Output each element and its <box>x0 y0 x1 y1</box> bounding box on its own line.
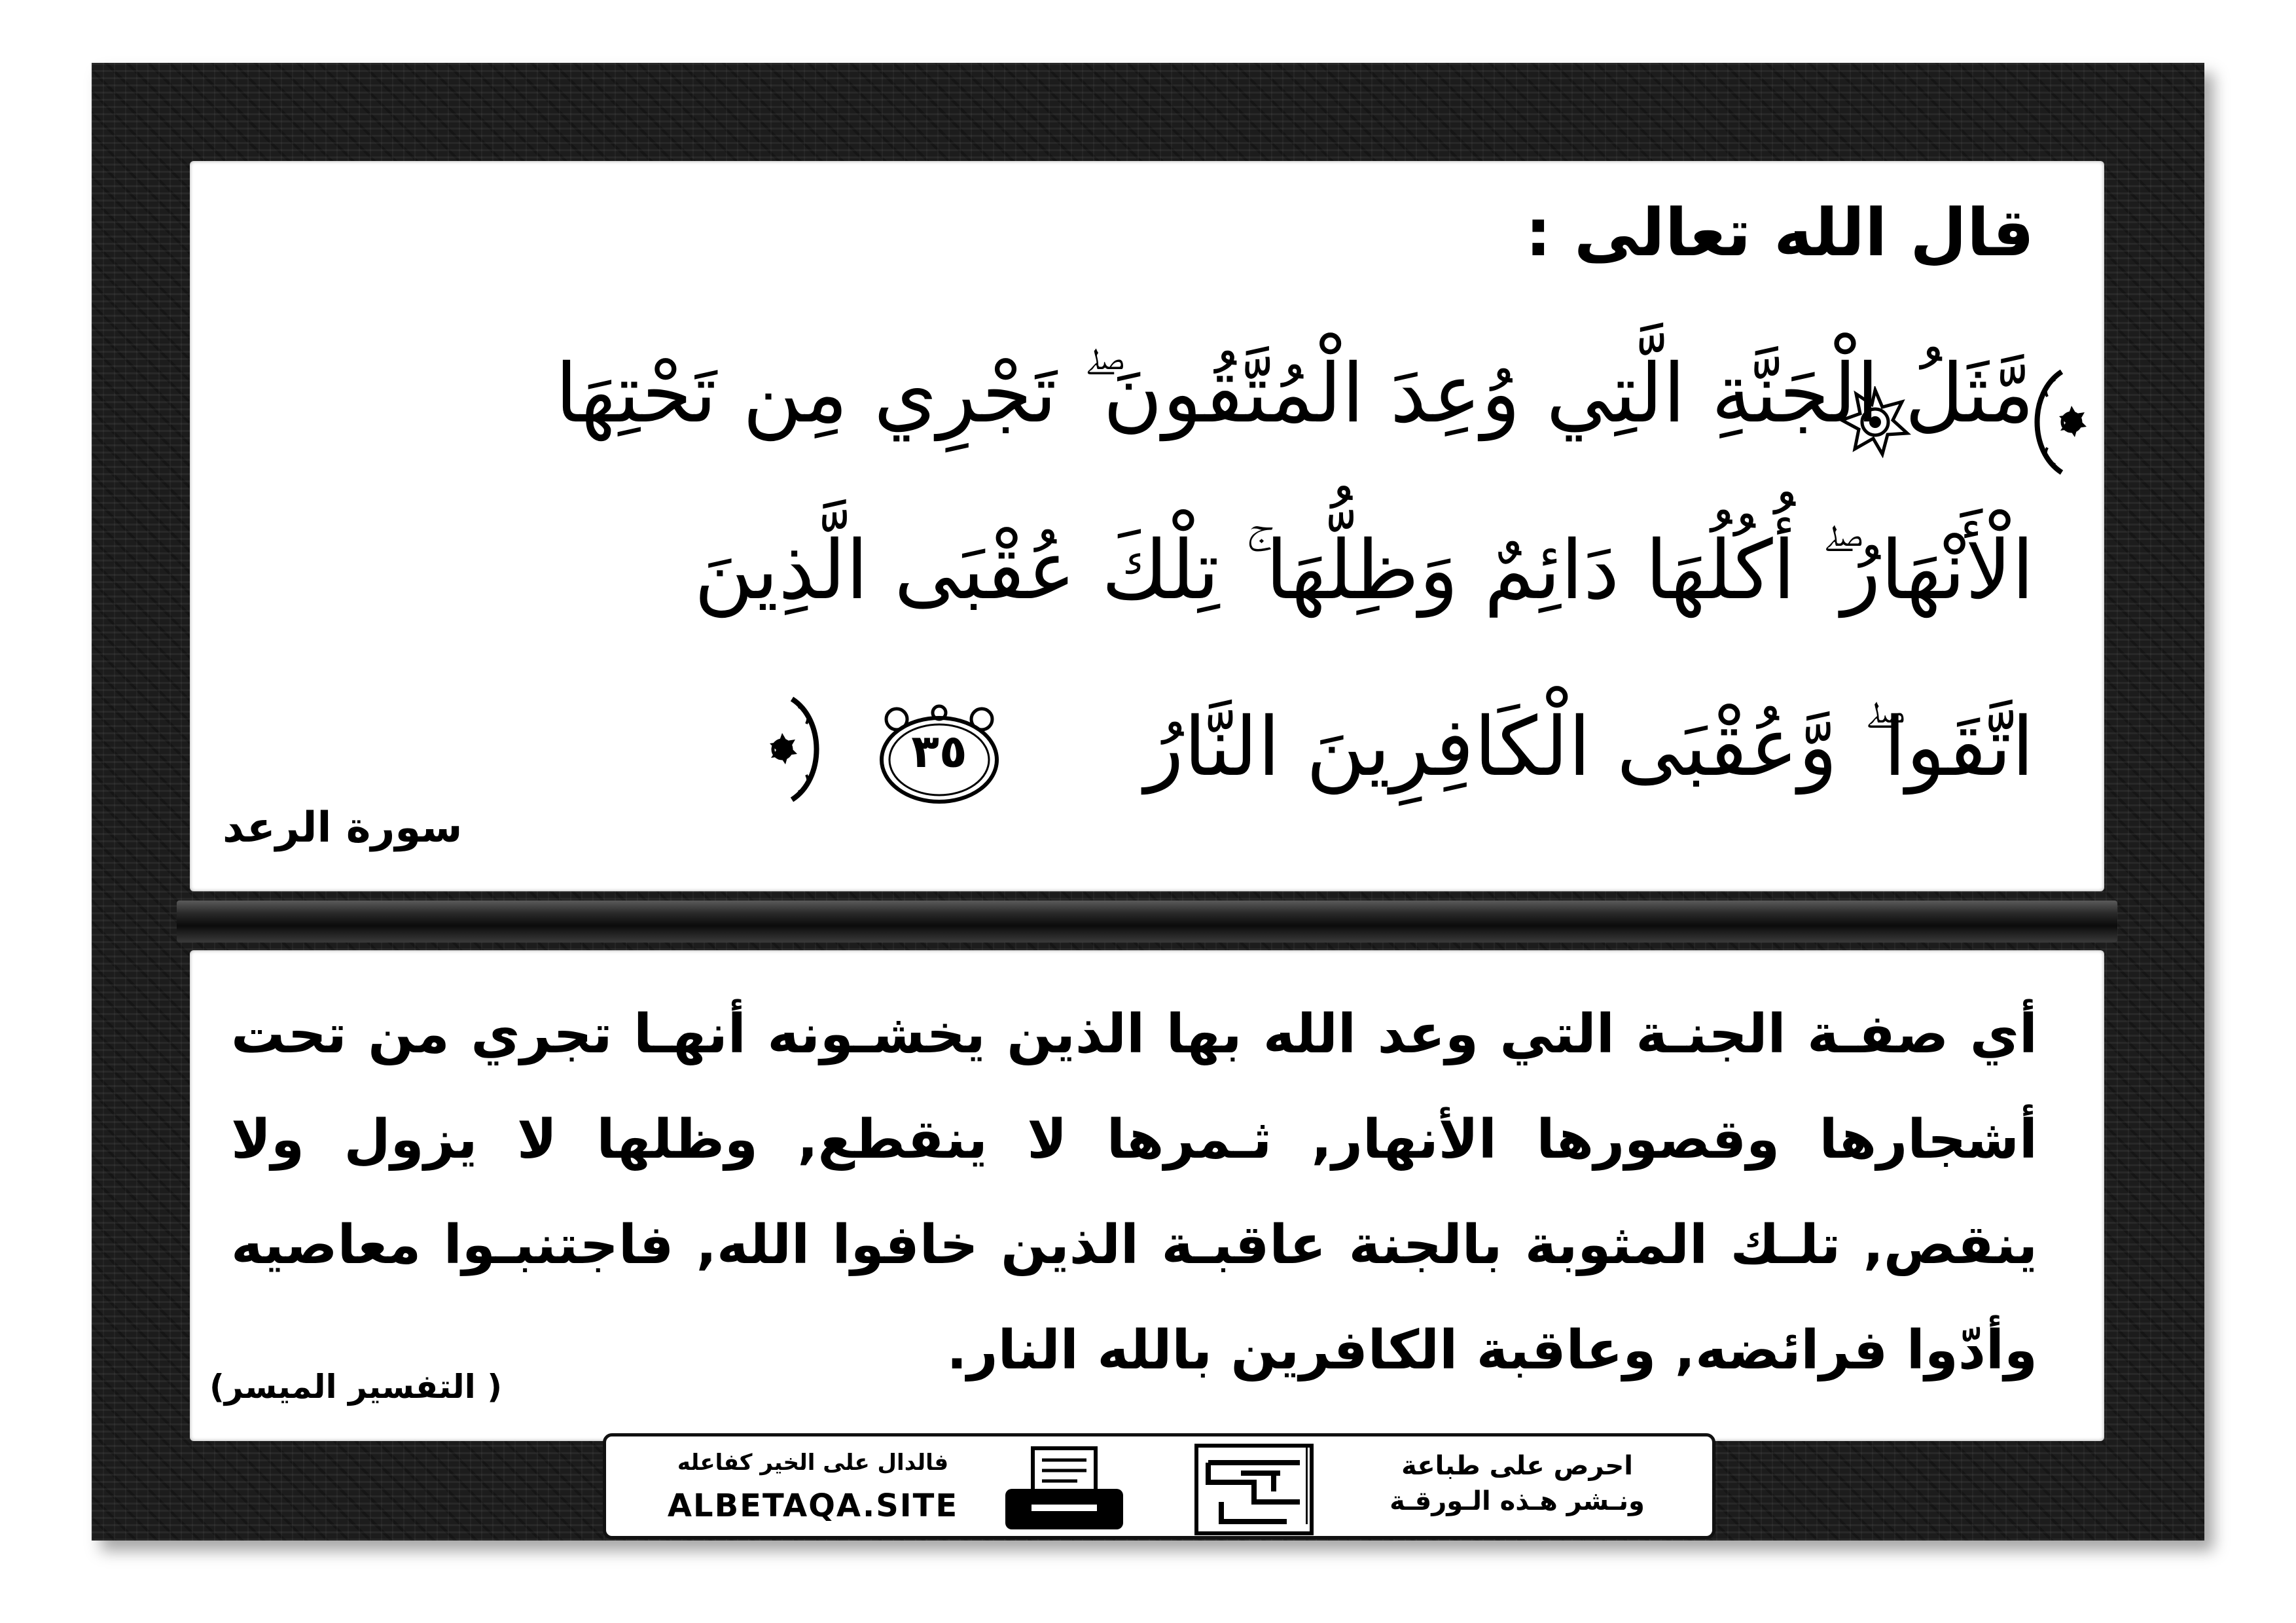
print-request-box <box>1306 1447 1700 1524</box>
verse-line-1: مَّثَلُ الْجَنَّةِ الَّتِي وُعِدَ الْمُتَّقُونَ ۖ تَجْرِي مِن تَحْتِهَا <box>555 347 2034 441</box>
intro-heading: قال الله تعالى : <box>1525 194 2034 271</box>
footer-banner <box>603 1433 1715 1539</box>
ayah-number-marker <box>870 704 1008 808</box>
verse-line-2: الْأَنْهَارُ ۖ أُكُلُهَا دَائِمٌ وَظِلُّهَا ۚ تِلْكَ عُقْبَى الَّذِينَ <box>694 524 2034 618</box>
footer-saying: فالدال على الخير كفاعله <box>677 1450 949 1476</box>
ayah-number: ٣٥ <box>911 724 967 778</box>
tafsir-source: ( التفسير الميسر) <box>209 1368 503 1406</box>
panel-divider <box>177 901 2117 942</box>
verse-closing-bracket-ornament-icon <box>753 694 838 805</box>
surah-name: سورة الرعد <box>223 804 463 852</box>
printer-icon <box>999 1444 1130 1536</box>
dawah-paper-logo-icon <box>1182 1436 1326 1543</box>
print-request-line-2: ونـشر هـذه الـورقـة <box>1390 1486 1645 1516</box>
verse-line-3: اتَّقَوا ۖ وَّعُقْبَى الْكَافِرِينَ النَّارُ <box>1144 700 2034 794</box>
site-url: ALBETAQA.SITE <box>667 1488 959 1524</box>
print-request-line-1: احرص على طباعة <box>1401 1451 1633 1481</box>
tafsir-text: أي صفـة الجنـة التي وعد الله بها الذين يخشـونه أنهـا تجري من تحت أشجارها وقصورها الأنهار, ثـمرها لا ينقطع, وظلها لا يزول ولا ينقص, تلـك المثوبة بالجنة عاقبـة الذين خافوا الله, فاجتنبـوا معاصيه وأدّوا فرائضه, وعاقبة الكافرين بالله النار. <box>231 1003 2037 1382</box>
